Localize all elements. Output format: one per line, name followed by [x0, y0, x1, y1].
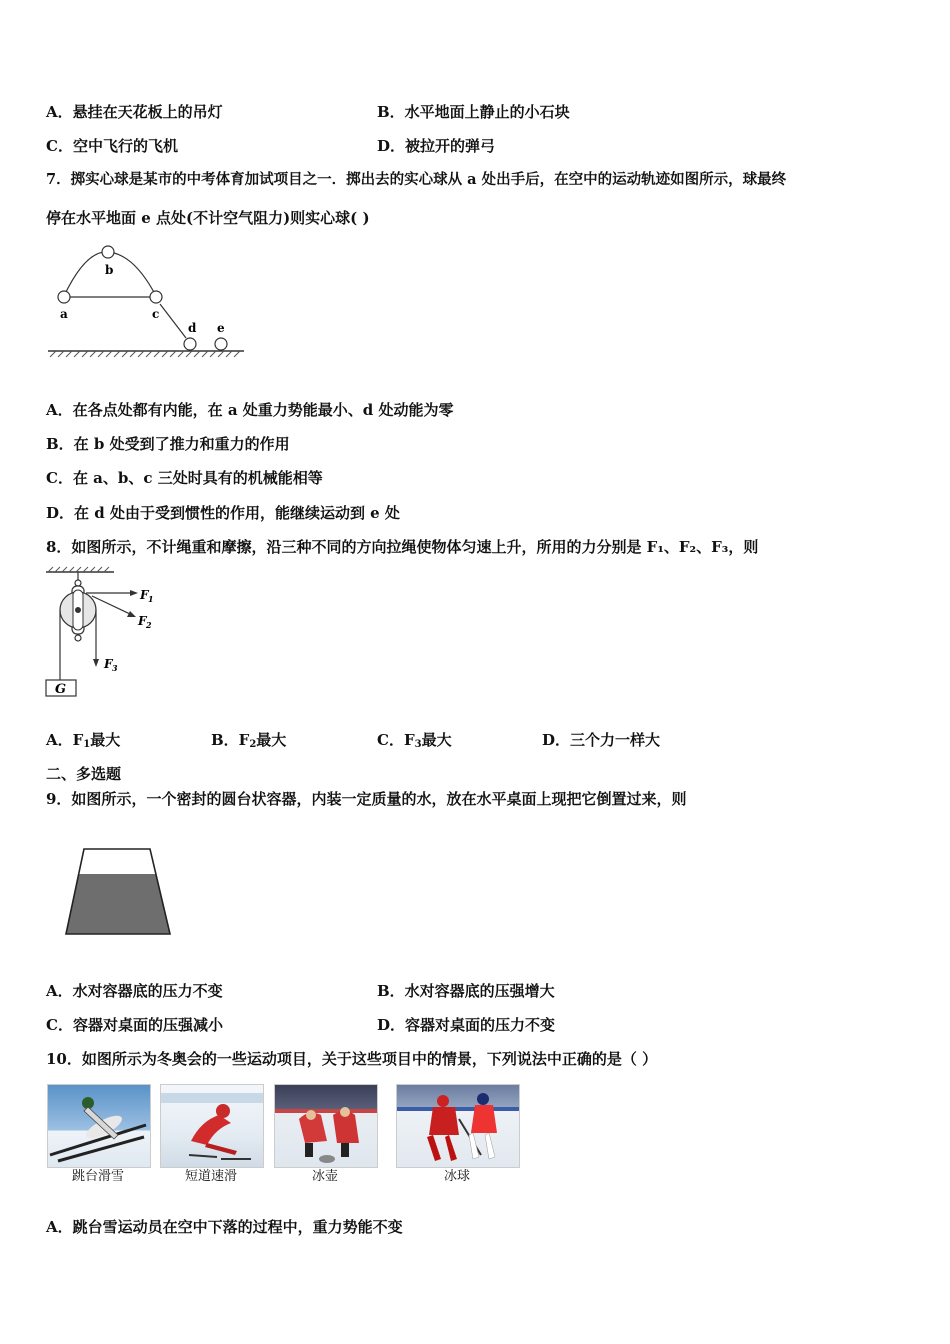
caption-ski-jumping: 跳台滑雪 [71, 1169, 124, 1184]
label-f3-sub: 3 [112, 663, 118, 673]
photo-speed-skating [160, 1084, 264, 1168]
q8-stem: 8．如图所示，不计绳重和摩擦，沿三种不同的方向拉绳使物体匀速上升，所用的力分别是 F₁、F₂、F₃，则 [46, 538, 759, 556]
water [66, 874, 170, 934]
q10-stem: 10．如图所示为冬奥会的一些运动项目，关于这些项目中的情景，下列说法中正确的是（ ） [46, 1050, 658, 1068]
q8-option-d: D．三个力一样大 [542, 731, 661, 749]
q7-trajectory-figure [44, 240, 250, 364]
q7-option-d: D．在 d 处由于受到惯性的作用，能继续运动到 e 处 [46, 504, 400, 522]
q7-option-b: B．在 b 处受到了推力和重力的作用 [46, 435, 290, 453]
q8-option-c: C．$F_3$最大 [377, 731, 452, 750]
photo-ski-jumping [47, 1084, 151, 1168]
q10-option-a: A．跳台雪运动员在空中下落的过程中，重力势能不变 [46, 1218, 403, 1236]
q7-stem-line1: 7．掷实心球是某市的中考体育加试项目之一．掷出去的实心球从 a 处出手后，在空中的运动轨迹如图所示，球最终 [46, 171, 787, 188]
ball-e [215, 338, 227, 350]
photo-curling [274, 1084, 378, 1168]
section-heading: 二、多选题 [46, 765, 122, 783]
q8-pulley-figure [42, 566, 162, 702]
q9-container-figure [60, 846, 176, 938]
q7-option-a: A．在各点处都有内能，在 a 处重力势能最小、d 处动能为零 [46, 401, 454, 419]
q6-option-c: C．空中飞行的飞机 [46, 137, 178, 155]
label-f1-sub: 1 [148, 594, 154, 604]
label-f1: F [140, 588, 149, 602]
label-g: G [55, 682, 67, 697]
q8-option-a: A．$F_1$最大 [46, 731, 121, 750]
label-f2: F [138, 614, 147, 628]
caption-ice-hockey: 冰球 [443, 1169, 470, 1184]
q6-option-a: A．悬挂在天花板上的吊灯 [46, 103, 223, 121]
label-a: a [60, 307, 68, 321]
label-f3: F [104, 657, 113, 671]
q7-option-c: C．在 a、b、c 三处时具有的机械能相等 [46, 469, 323, 487]
q6-option-d: D．被拉开的弹弓 [377, 137, 496, 155]
q7-stem-line2: 停在水平地面 e 点处(不计空气阻力)则实心球( ) [46, 209, 370, 227]
q8-option-b: B．$F_2$最大 [211, 731, 287, 750]
ball-b [102, 246, 114, 258]
ball-c [150, 291, 162, 303]
q9-option-d: D．容器对桌面的压力不变 [377, 1016, 556, 1034]
label-f2-sub: 2 [146, 620, 152, 630]
caption-speed-skating: 短道速滑 [184, 1169, 237, 1184]
label-b: b [105, 263, 114, 277]
ball-d [184, 338, 196, 350]
caption-curling: 冰壶 [311, 1169, 338, 1184]
q9-option-b: B．水对容器底的压强增大 [377, 982, 555, 1000]
photo-ice-hockey [396, 1084, 520, 1168]
q9-option-c: C．容器对桌面的压强减小 [46, 1016, 223, 1034]
ball-a [58, 291, 70, 303]
q9-stem: 9．如图所示，一个密封的圆台状容器，内装一定质量的水，放在水平桌面上现把它倒置过来，则 [46, 790, 687, 808]
q6-option-b: B．水平地面上静止的小石块 [377, 103, 570, 121]
label-c: c [152, 307, 160, 321]
q9-option-a: A．水对容器底的压力不变 [46, 982, 223, 1000]
label-e: e [217, 321, 225, 335]
label-d: d [188, 321, 197, 335]
